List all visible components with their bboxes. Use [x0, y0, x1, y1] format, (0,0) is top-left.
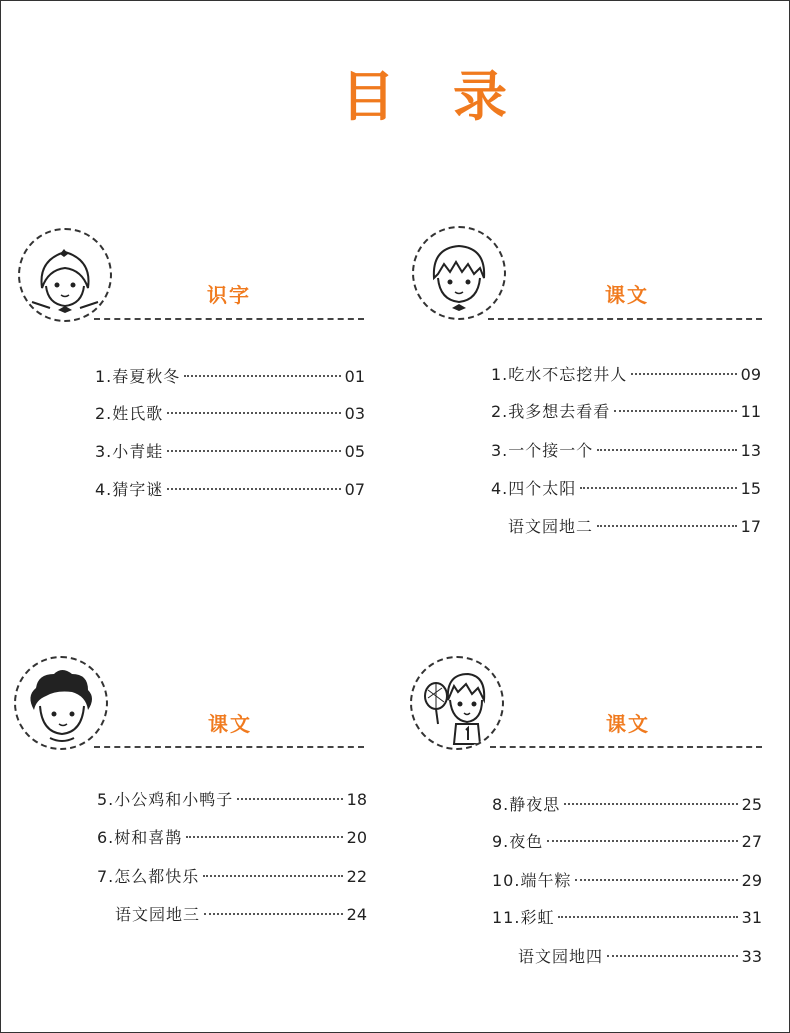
dot-leader [204, 913, 343, 915]
page-title: 目录 [341, 65, 565, 128]
section-heading: 课文 [208, 712, 252, 736]
dot-leader [237, 798, 342, 800]
toc-entry[interactable]: 5.小公鸡和小鸭子 18 [97, 790, 367, 809]
girl-curly-hair-icon [14, 656, 108, 750]
dot-leader [614, 410, 736, 412]
section-heading: 课文 [606, 712, 650, 736]
section-divider [490, 746, 762, 748]
dot-leader [184, 375, 340, 377]
dot-leader [167, 488, 340, 490]
toc-entry[interactable]: 2.姓氏歌 03 [95, 404, 365, 423]
dot-leader [167, 450, 340, 452]
toc-entry[interactable]: 7.怎么都快乐 22 [97, 867, 367, 886]
toc-entry[interactable]: 8.静夜思 25 [492, 795, 762, 814]
toc-entry[interactable]: 3.一个接一个 13 [491, 441, 761, 460]
toc-entry[interactable]: 1.春夏秋冬 01 [95, 367, 365, 386]
toc-entry[interactable]: 4.猜字谜 07 [95, 480, 365, 499]
dot-leader [167, 412, 340, 414]
toc-entry[interactable]: 2.我多想去看看 11 [491, 402, 761, 421]
girl-bob-hair-icon [18, 228, 112, 322]
section-divider [488, 318, 762, 320]
boy-bangs-icon [412, 226, 506, 320]
dot-leader [203, 875, 342, 877]
dot-leader [575, 879, 737, 881]
dot-leader [631, 373, 736, 375]
dot-leader [597, 449, 736, 451]
toc-entry[interactable]: 9.夜色 27 [492, 832, 762, 851]
boy-with-racket-icon [410, 656, 504, 750]
toc-entry[interactable]: 1.吃水不忘挖井人 09 [491, 365, 761, 384]
section-divider [94, 746, 364, 748]
toc-entry[interactable]: 4.四个太阳 15 [491, 479, 761, 498]
dot-leader [547, 840, 737, 842]
toc-entry[interactable]: 语文园地四 33 [518, 947, 762, 966]
toc-entry[interactable]: 10.端午粽 29 [492, 871, 762, 890]
toc-entry[interactable]: 语文园地二 17 [508, 517, 761, 536]
section-heading: 识字 [207, 283, 251, 307]
toc-entry[interactable]: 6.树和喜鹊 20 [97, 828, 367, 847]
dot-leader [597, 525, 737, 527]
toc-entry[interactable]: 3.小青蛙 05 [95, 442, 365, 461]
toc-entry[interactable]: 语文园地三 24 [115, 905, 367, 924]
dot-leader [186, 836, 342, 838]
dot-leader [580, 487, 736, 489]
dot-leader [558, 916, 737, 918]
section-divider [94, 318, 364, 320]
toc-entry[interactable]: 11.彩虹 31 [492, 908, 762, 927]
dot-leader [564, 803, 737, 805]
dot-leader [607, 955, 738, 957]
section-heading: 课文 [605, 283, 649, 307]
